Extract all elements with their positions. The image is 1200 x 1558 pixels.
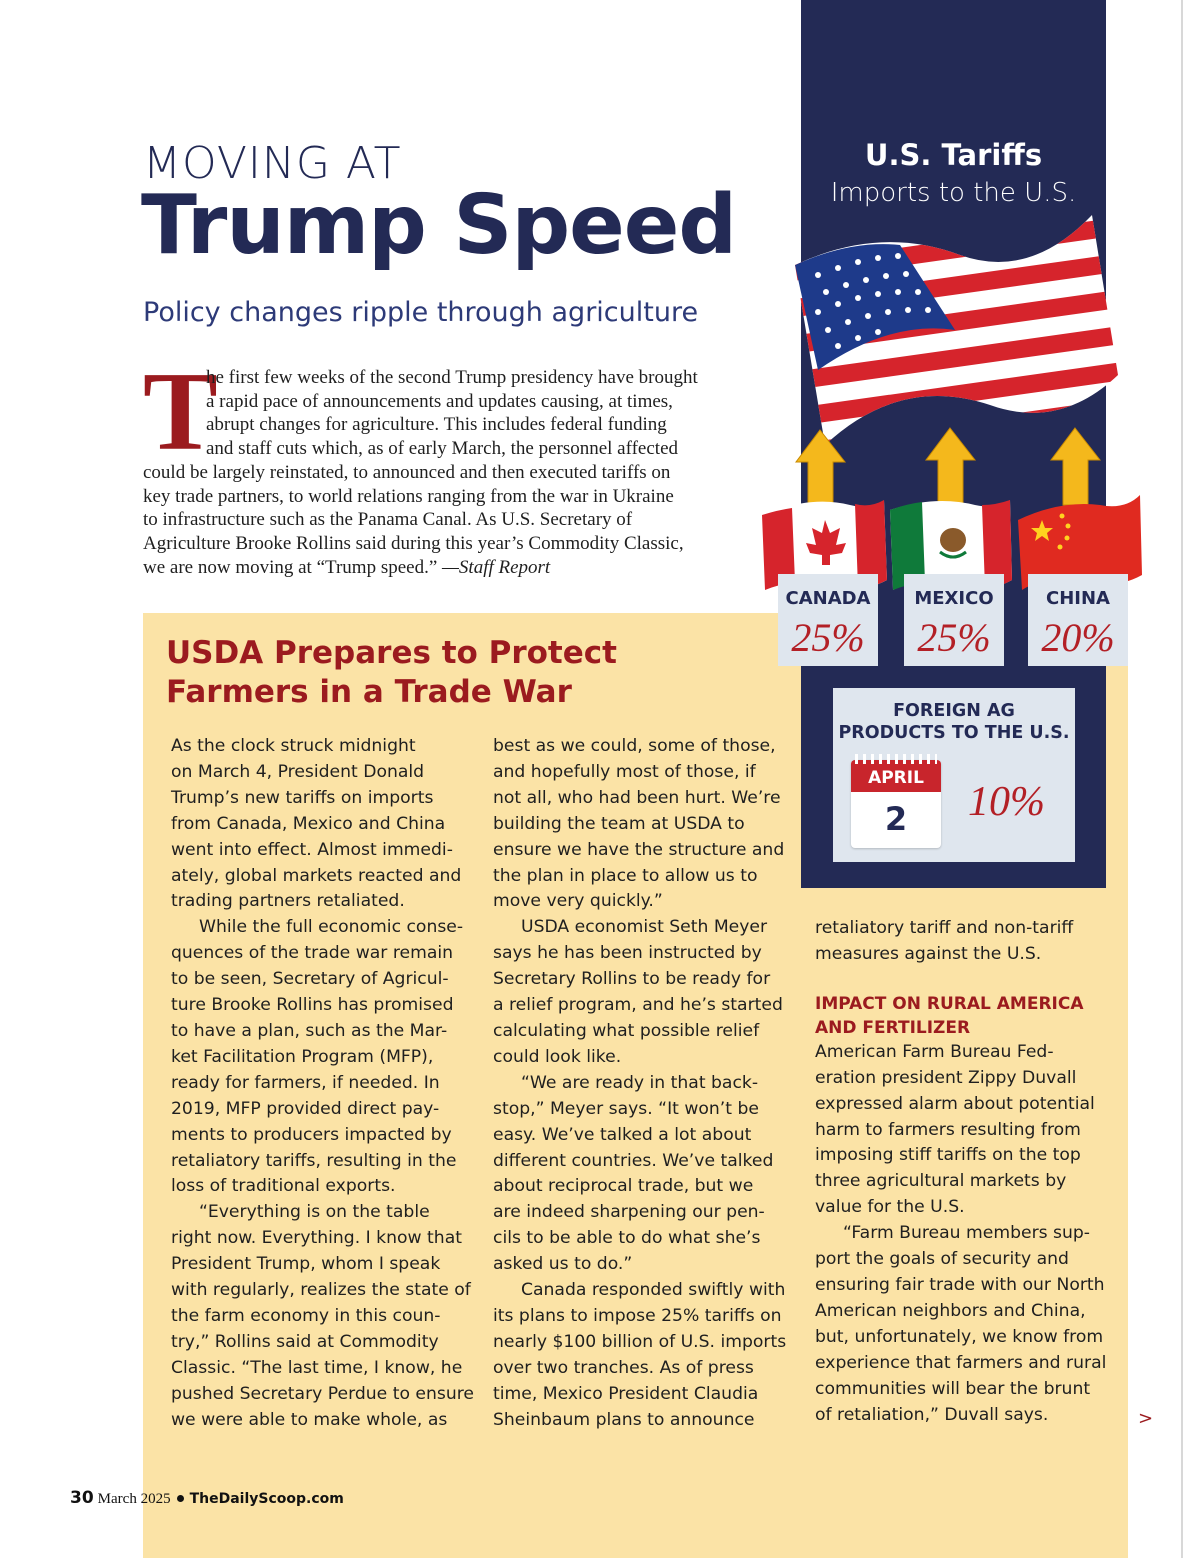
intro-line: he first few weeks of the second Trump presidency have brought [206, 367, 698, 388]
intro-line: could be largely reinstated, to announced and then executed tariffs on [143, 461, 671, 483]
intro-line: and staff cuts which, as of early March, the personnel affected [206, 438, 679, 460]
body-line: Sheinbaum plans to announce [493, 1409, 755, 1430]
country-name: MEXICO [914, 588, 994, 609]
body-line: different countries. We’ve talked [493, 1150, 774, 1171]
body-line: building the team at USDA to [493, 813, 745, 834]
foreign-ag-card [833, 688, 1075, 862]
body-line: right now. Everything. I know that [171, 1228, 462, 1249]
body-line: the farm economy in this coun- [171, 1305, 441, 1326]
body-line: “Farm Bureau members sup- [843, 1223, 1091, 1244]
foreign-ag-title-line: PRODUCTS TO THE U.S. [838, 723, 1070, 743]
body-line: loss of traditional exports. [171, 1176, 396, 1197]
body-line: with regularly, realizes the state of [171, 1280, 471, 1301]
body-line: ments to producers impacted by [171, 1124, 452, 1145]
body-line: retaliatory tariff and non-tariff [815, 918, 1074, 938]
foreign-ag-title [833, 700, 1075, 744]
site-name: TheDailyScoop.com [189, 1491, 344, 1507]
body-line: pushed Secretary Perdue to ensure [171, 1383, 474, 1404]
body-line: Trump’s new tariffs on imports [171, 787, 434, 808]
body-line: easy. We’ve talked a lot about [493, 1124, 752, 1145]
body-line: value for the U.S. [815, 1197, 965, 1218]
infographic-subtitle: Imports to the U.S. [830, 178, 1077, 208]
body-line: ensuring fair trade with our North [815, 1274, 1105, 1295]
body-line: a relief program, and he’s started [493, 995, 783, 1016]
intro-line: a rapid pace of announcements and updates causing, at times, [206, 390, 673, 412]
intro-line: to infrastructure such as the Panama Canal. As U.S. Secretary of [143, 509, 633, 531]
body-line: “Everything is on the table [199, 1202, 430, 1223]
calendar-icon [851, 760, 941, 848]
body-line: communities will bear the brunt [815, 1378, 1091, 1399]
headline: Trump Speed [141, 178, 737, 273]
body-line: about reciprocal trade, but we [493, 1176, 754, 1197]
intro-line: Agriculture Brooke Rollins said during this year’s Commodity Classic, [143, 532, 684, 554]
body-line: time, Mexico President Claudia [493, 1383, 759, 1404]
body-line: port the goals of security and [815, 1249, 1069, 1270]
sidebar-title-line: Farmers in a Trade War [166, 674, 572, 710]
tariff-rate: 20% [1041, 615, 1115, 660]
body-line: As the clock struck midnight [171, 736, 416, 756]
country-name: CANADA [785, 588, 871, 609]
calendar-day: 2 [884, 800, 908, 838]
body-line: are indeed sharpening our pen- [493, 1202, 765, 1223]
headline-kicker: MOVING AT [143, 138, 402, 189]
body-line: quences of the trade war remain [171, 943, 454, 964]
body-line: ately, global markets reacted and [171, 865, 462, 886]
subheadline: Policy changes ripple through agriculture [143, 297, 699, 328]
tariff-card-mexico [904, 574, 1004, 666]
calendar-month: APRIL [851, 760, 941, 792]
intro-line-text: we are now moving at “Trump speed.” [143, 556, 443, 578]
drop-cap: T [143, 350, 218, 474]
body-line: could look like. [493, 1046, 622, 1067]
body-line: American neighbors and China, [815, 1300, 1086, 1321]
body-line: imposing stiff tariffs on the top [815, 1145, 1081, 1166]
body-line: move very quickly.” [493, 891, 663, 912]
body-line: stop,” Meyer says. “It won’t be [493, 1098, 759, 1119]
byline: —Staff Report [442, 556, 551, 578]
body-line: cils to be able to do what she’s [493, 1228, 761, 1249]
body-line: experience that farmers and rural [815, 1352, 1107, 1373]
body-line: USDA economist Seth Meyer [521, 917, 768, 938]
body-line: ready for farmers, if needed. In [171, 1072, 440, 1093]
section-heading-line: AND FERTILIZER [815, 1017, 971, 1038]
body-line: to have a plan, such as the Mar- [171, 1020, 448, 1041]
body-line: and hopefully most of those, if [493, 761, 756, 782]
page-number: 30 [70, 1488, 94, 1508]
continue-arrow-icon[interactable]: > [1138, 1408, 1154, 1429]
body-line: trading partners retaliated. [171, 891, 405, 912]
tariff-rate: 25% [917, 615, 991, 660]
section-heading-line: IMPACT ON RURAL AMERICA [815, 993, 1084, 1014]
sidebar-title-line: USDA Prepares to Protect [166, 635, 617, 671]
body-line: “We are ready in that back- [521, 1072, 759, 1093]
body-line: went into effect. Almost immedi- [171, 839, 453, 860]
body-line: we were able to make whole, as [171, 1409, 448, 1430]
body-line: calculating what possible relief [493, 1020, 760, 1041]
body-line: of retaliation,” Duvall says. [815, 1404, 1049, 1425]
body-line: asked us to do.” [493, 1254, 633, 1275]
body-line: eration president Zippy Duvall [815, 1067, 1077, 1088]
body-line: Canada responded swiftly with [521, 1280, 786, 1301]
body-line: from Canada, Mexico and China [171, 813, 446, 834]
body-line: nearly $100 billion of U.S. imports [493, 1331, 787, 1352]
body-line: over two tranches. As of press [493, 1357, 754, 1378]
tariff-card-china [1028, 574, 1128, 666]
calendar-rings-icon [855, 754, 937, 764]
arrow-up-icon [796, 428, 1100, 505]
body-line: measures against the U.S. [815, 943, 1042, 964]
body-line: ensure we have the structure and [493, 839, 785, 860]
body-line: expressed alarm about potential [815, 1093, 1095, 1114]
body-line: President Trump, whom I speak [171, 1254, 441, 1275]
body-line: Classic. “The last time, I know, he [171, 1357, 463, 1378]
body-line: to be seen, Secretary of Agricul- [171, 969, 449, 990]
body-line: retaliatory tariffs, resulting in the [171, 1150, 457, 1171]
infographic-title: U.S. Tariffs [864, 138, 1043, 172]
body-line: While the full economic conse- [199, 917, 464, 938]
body-line: best as we could, some of those, [493, 736, 776, 756]
foreign-ag-rate: 10% [968, 779, 1045, 825]
body-line: 2019, MFP provided direct pay- [171, 1098, 440, 1119]
body-line: harm to farmers resulting from [815, 1119, 1081, 1140]
issue-date: March 2025 [97, 1491, 171, 1507]
body-line: ture Brooke Rollins has promised [171, 995, 454, 1016]
tariff-rate: 25% [791, 615, 865, 660]
body-line: three agricultural markets by [815, 1171, 1067, 1192]
body-line: not all, who had been hurt. We’re [493, 787, 781, 808]
body-line: but, unfortunately, we know from [815, 1326, 1104, 1347]
intro-line: abrupt changes for agriculture. This includes federal funding [206, 414, 667, 436]
intro-line: key trade partners, to world relations ranging from the war in Ukraine [143, 485, 674, 507]
body-line: American Farm Bureau Fed- [815, 1041, 1054, 1062]
tariff-card-canada [778, 574, 878, 666]
body-line: try,” Rollins said at Commodity [171, 1331, 439, 1352]
body-line: ket Facilitation Program (MFP), [171, 1046, 434, 1067]
body-line: the plan in place to allow us to [493, 865, 758, 886]
body-line: Secretary Rollins to be ready for [493, 969, 771, 990]
body-line: says he has been instructed by [493, 943, 762, 964]
country-name: CHINA [1046, 588, 1110, 609]
us-flag-icon [764, 182, 1143, 462]
foreign-ag-title-line: FOREIGN AG [893, 701, 1015, 721]
body-line: on March 4, President Donald [171, 761, 425, 782]
body-line: its plans to impose 25% tariffs on [493, 1305, 782, 1326]
